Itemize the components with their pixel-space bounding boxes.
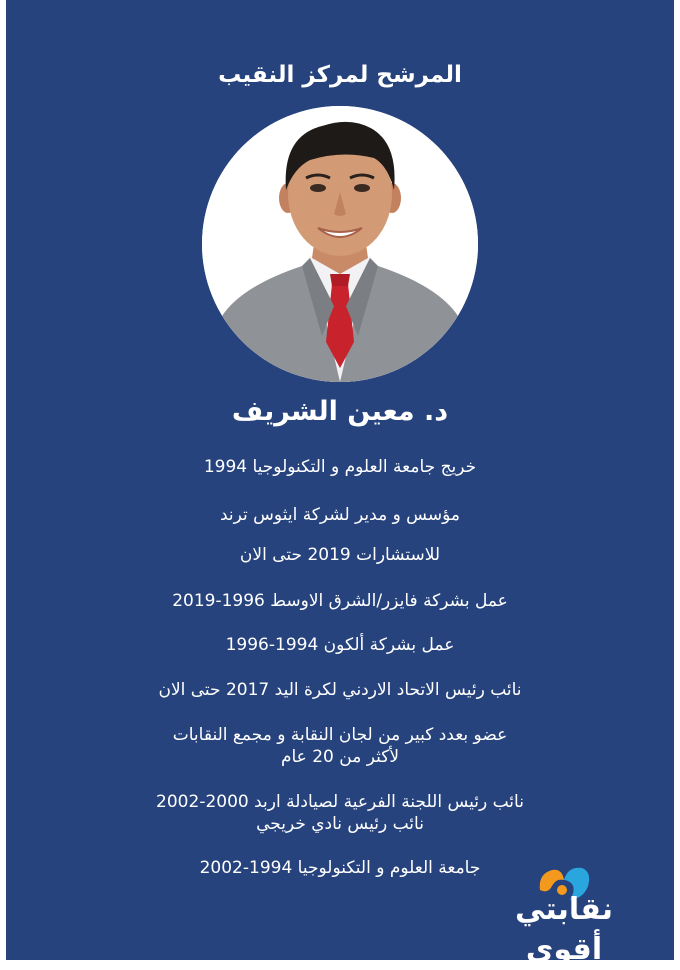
- bio-line: عمل بشركة ألكون 1994-1996: [225, 635, 455, 655]
- bio-line: للاستشارات 2019 حتى الان: [239, 545, 441, 565]
- poster-heading: المرشح لمركز النقيب: [218, 62, 462, 88]
- bio-line: نائب رئيس الاتحاد الاردني لكرة اليد 2017 حتى الان: [158, 680, 522, 700]
- bio-line: جامعة العلوم و التكنولوجيا 1994-2002: [199, 858, 481, 878]
- bio-line: نائب رئيس اللجنة الفرعية لصيادلة اربد 2000-2002 نائب رئيس نادي خريجي: [156, 792, 524, 834]
- candidate-photo: [202, 106, 478, 382]
- candidate-name: د. معين الشريف: [231, 396, 449, 427]
- bio-line: عمل بشركة فايزر/الشرق الاوسط 1996-2019: [172, 591, 508, 611]
- bio-line: خريج جامعة العلوم و التكنولوجيا 1994: [203, 457, 477, 477]
- bio-line: مؤسس و مدير لشركة ايثوس ترند: [220, 505, 460, 525]
- bio-line: عضو بعدد كبير من لجان النقابة و مجمع النقابات لأكثر من 20 عام: [172, 725, 508, 767]
- logo-text: نقابتي أقوى: [515, 892, 613, 967]
- campaign-logo: [476, 860, 652, 967]
